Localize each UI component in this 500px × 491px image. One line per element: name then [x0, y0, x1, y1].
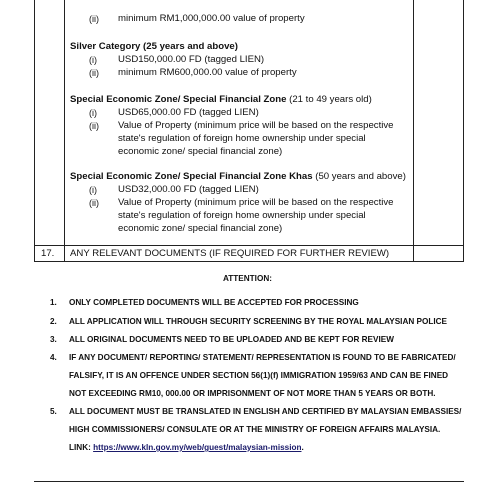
item-number: (ii)	[89, 68, 99, 78]
item-number: (ii)	[89, 14, 99, 24]
mission-link-line	[69, 442, 304, 454]
attention-item-number: 3.	[50, 335, 57, 344]
item-number: (ii)	[89, 121, 99, 131]
attention-item-number: 1.	[50, 298, 57, 307]
item-text: Value of Property (minimum price will be based on the respective	[118, 120, 394, 131]
row-17-label: ANY RELEVANT DOCUMENTS (IF REQUIRED FOR FURTHER REVIEW)	[70, 248, 390, 259]
malaysian-mission-link[interactable]: https://www.kln.gov.my/web/guest/malaysian-mission	[93, 443, 302, 452]
attention-item-text: ONLY COMPLETED DOCUMENTS WILL BE ACCEPTED FOR PROCESSING	[69, 298, 359, 307]
attention-item-text: NOT EXCEEDING RM10, 000.00 OR IMPRISONMENT OF NOT MORE THAN 5 YEARS OR BOTH.	[69, 389, 436, 398]
item-text: state's regulation of foreign home ownership under special	[118, 210, 366, 221]
item-text: USD65,000.00 FD (tagged LIEN)	[118, 107, 259, 118]
attention-item-text: ALL ORIGINAL DOCUMENTS NEED TO BE UPLOADED AND BE KEPT FOR REVIEW	[69, 335, 394, 344]
table-row-rule	[34, 245, 464, 246]
table-divider-col1	[64, 0, 65, 261]
attention-item-number: 5.	[50, 407, 57, 416]
link-period: .	[301, 443, 304, 452]
silver-category-heading: Silver Category (25 years and above)	[70, 41, 238, 52]
sez-khas-heading-bold: Special Economic Zone/ Special Financial Zone Khas	[70, 171, 313, 182]
attention-item-text: HIGH COMMISSIONERS/ CONSULATE OR AT THE MINISTRY OF FOREIGN AFFAIRS MALAYSIA.	[69, 425, 441, 434]
attention-item-number: 2.	[50, 317, 57, 326]
item-text: Value of Property (minimum price will be based on the respective	[118, 197, 394, 208]
sez-khas-heading	[70, 171, 406, 183]
attention-item-text: FALSIFY, IT IS AN OFFENCE UNDER SECTION 56(1)(f) IMMIGRATION 1959/63 AND CAN BE FINED	[69, 371, 449, 380]
item-text: USD32,000.00 FD (tagged LIEN)	[118, 184, 259, 195]
item-text: economic zone/ special financial zone)	[118, 146, 283, 157]
item-number: (i)	[89, 108, 97, 118]
item-number: (ii)	[89, 198, 99, 208]
item-text: minimum RM1,000,000.00 value of property	[118, 13, 305, 24]
attention-item-text: IF ANY DOCUMENT/ REPORTING/ STATEMENT/ REPRESENTATION IS FOUND TO BE FABRICATED/	[69, 353, 456, 362]
row-number: 17.	[41, 248, 55, 259]
attention-item-text: ALL APPLICATION WILL THROUGH SECURITY SCREENING BY THE ROYAL MALAYSIAN POLICE	[69, 317, 448, 326]
page-bottom-rule	[34, 481, 464, 482]
attention-item-text: ALL DOCUMENT MUST BE TRANSLATED IN ENGLISH AND CERTIFIED BY MALAYSIAN EMBASSIES/	[69, 407, 462, 416]
item-text: minimum RM600,000.00 value of property	[118, 67, 297, 78]
item-number: (i)	[89, 55, 97, 65]
sez-khas-heading-age: (50 years and above)	[312, 171, 406, 182]
sez-heading	[70, 94, 372, 106]
table-right-border	[463, 0, 464, 261]
item-text: economic zone/ special financial zone)	[118, 223, 283, 234]
sez-heading-age: (21 to 49 years old)	[286, 94, 372, 105]
attention-title: ATTENTION:	[223, 274, 272, 283]
item-number: (i)	[89, 185, 97, 195]
table-bottom-rule	[34, 261, 464, 262]
attention-item-number: 4.	[50, 353, 57, 362]
table-left-border	[34, 0, 35, 261]
item-text: USD150,000.00 FD (tagged LIEN)	[118, 54, 265, 65]
table-divider-col2	[413, 0, 414, 261]
link-label: LINK:	[69, 443, 94, 452]
item-text: state's regulation of foreign home ownership under special	[118, 133, 366, 144]
sez-heading-bold: Special Economic Zone/ Special Financial Zone	[70, 94, 287, 105]
